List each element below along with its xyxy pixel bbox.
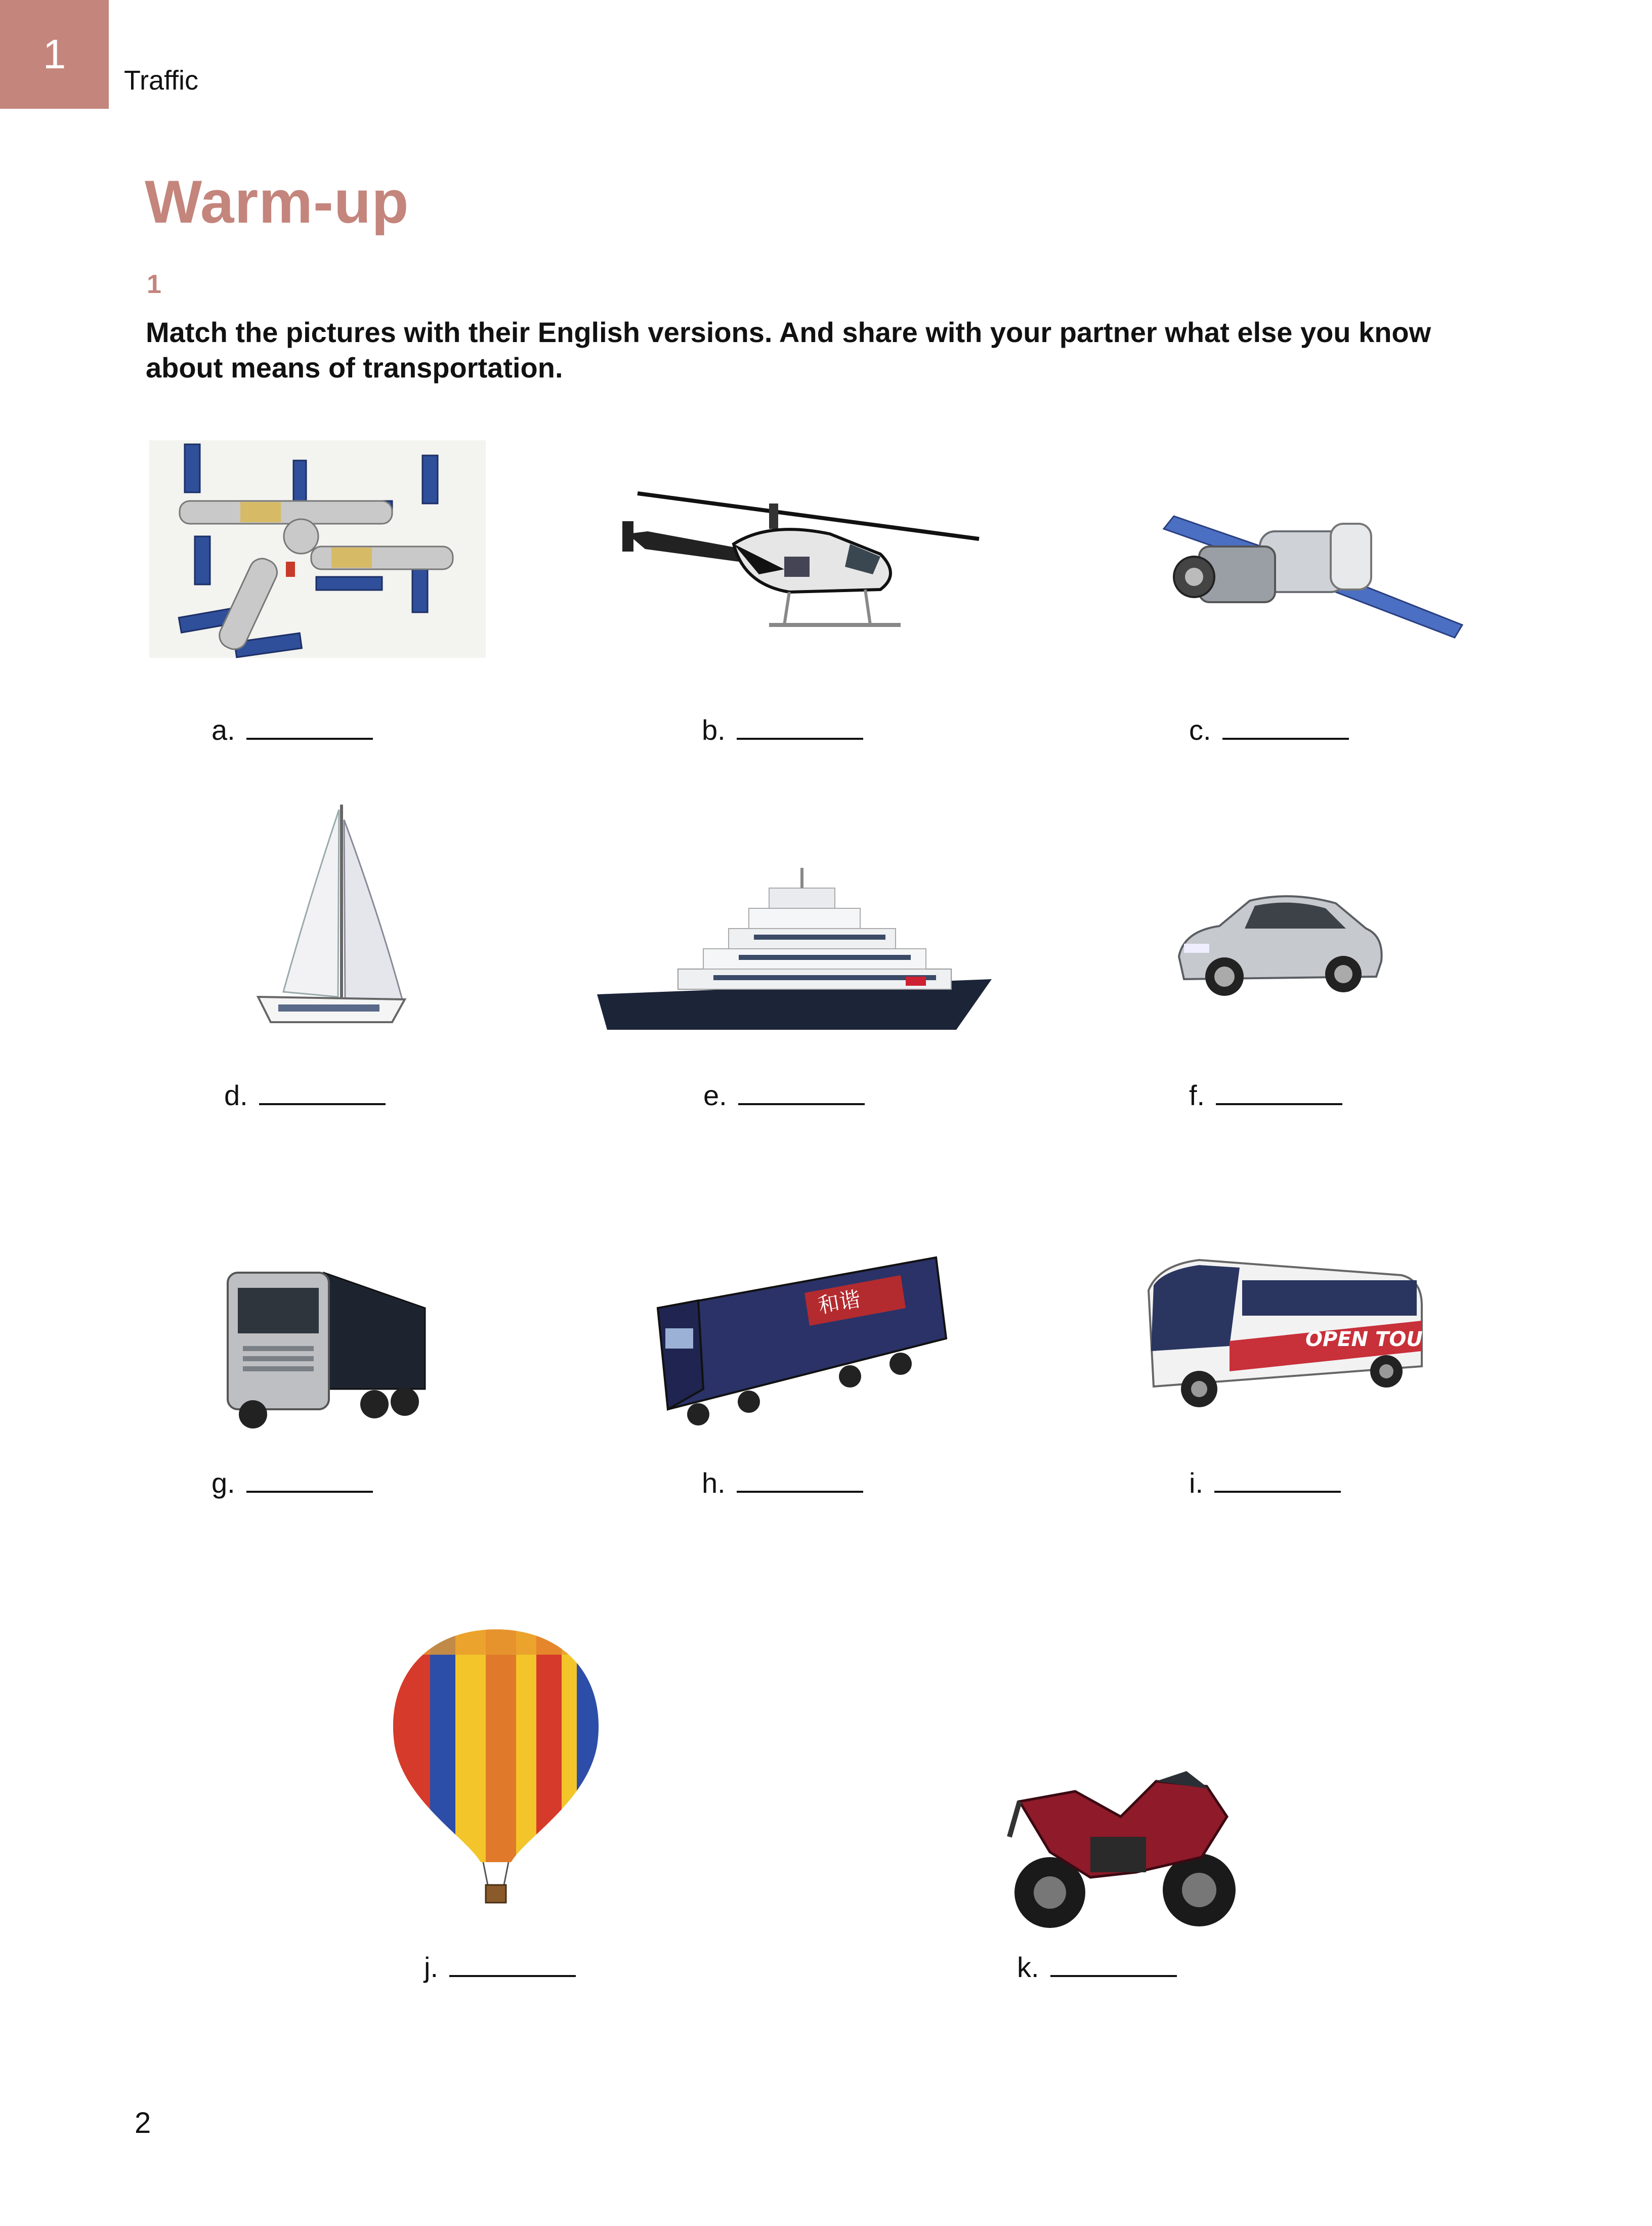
locomotive-decal-text: 和谐 [816,1286,863,1318]
item-letter: f. [1189,1079,1205,1111]
answer-blank-d[interactable] [259,1079,386,1105]
answer-row-e [703,1079,865,1112]
answer-blank-j[interactable] [449,1951,576,1977]
item-letter: c. [1189,714,1211,746]
item-letter: d. [224,1079,248,1111]
answer-row-k [1017,1951,1177,1984]
exercise-number: 1 [147,270,161,299]
answer-row-c [1189,713,1349,746]
answer-row-a [211,713,373,746]
item-letter: h. [702,1467,726,1499]
answer-blank-c[interactable] [1222,713,1349,740]
answer-row-h [702,1466,863,1499]
bus-decal-text: OPEN TOUR [1305,1328,1438,1351]
answer-row-i [1189,1466,1341,1499]
chapter-number-tab [0,0,109,109]
answer-blank-a[interactable] [246,713,373,740]
section-title: Warm-up [145,168,409,236]
cruise-ship-icon [592,868,997,1040]
truck-icon [223,1257,425,1430]
answer-row-f [1189,1079,1342,1112]
page-number: 2 [135,2107,151,2139]
answer-row-b [702,713,863,746]
answer-row-g [211,1466,373,1499]
item-letter: e. [703,1079,727,1111]
answer-blank-b[interactable] [737,713,863,740]
answer-blank-g[interactable] [246,1466,373,1493]
motorcycle-icon [1004,1761,1247,1933]
answer-row-j [424,1951,576,1984]
chapter-number: 1 [43,31,66,77]
answer-row-d [224,1079,386,1112]
hot-air-balloon-icon [385,1624,607,1908]
item-letter: k. [1017,1951,1039,1983]
item-letter: j. [424,1951,438,1983]
car-icon [1174,880,1386,1002]
answer-blank-i[interactable] [1214,1466,1341,1493]
answer-blank-k[interactable] [1050,1951,1177,1977]
item-letter: b. [702,714,726,746]
item-letter: i. [1189,1467,1203,1499]
answer-blank-f[interactable] [1216,1079,1342,1105]
satellite-spacecraft-icon [1138,501,1467,638]
item-letter: g. [211,1467,235,1499]
item-letter: a. [211,714,235,746]
chapter-title: Traffic [124,65,199,96]
answer-blank-h[interactable] [737,1466,863,1493]
helicopter-icon [617,473,982,645]
space-station-icon [149,440,486,658]
answer-blank-e[interactable] [738,1079,865,1105]
sailboat-icon [248,800,410,1032]
train-locomotive-icon [638,1252,951,1435]
exercise-instructions: Match the pictures with their English versions. And share with your partner what else you know about means of transportation. [146,316,1431,384]
bus-icon [1138,1250,1438,1412]
